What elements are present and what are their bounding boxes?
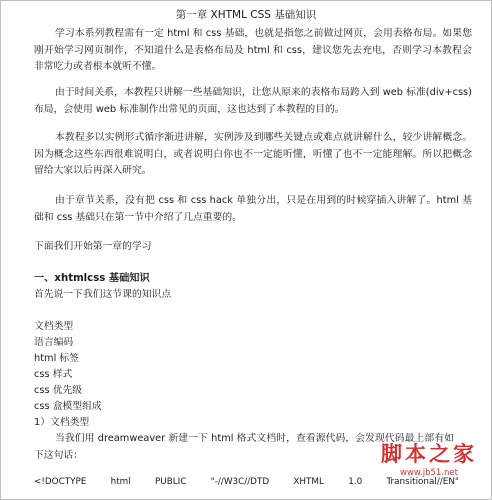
topic-item: 语言编码 [34,337,74,348]
topic-item: css 优先级 [34,385,83,396]
code-token: "-//W3C//DTD [210,477,270,487]
paragraph-1: 学习本系列教程需有一定 html 和 css 基础，也就是指您之前做过网页，会用表格布局。如果您刚开始学习网页制作，不知道什么是表格布局及 html 和 css，建议您先去充电，否则学习本教程会非常吃力或者根本就听不懂。 [34,28,472,73]
intro-line: 下面我们开始第一章的学习 [34,241,152,252]
code-token: XHTML [293,477,324,487]
watermark-url: www.jb51.net [399,468,458,478]
paragraph-4: 由于章节关系，没有把 css 和 css hack 单独分出，只是在用到的时候穿插入讲解了。html 基础和 css 基础只在第一节中介绍了几点重要的。 [34,195,472,223]
subsection-paragraph: 当我们用 dreamweaver 新建一下 html 格式文档时，查看源代码，会发现代码最上部有如下这句话： [34,433,454,461]
subsection-heading: 1）文档类型 [34,417,90,428]
watermark-text: 脚本之家 [381,441,477,466]
site-watermark [379,442,479,479]
code-token: 1.0 [348,477,363,487]
topic-item: html 标签 [34,353,80,364]
section-heading: 一、xhtmlcss 基础知识 [34,273,150,284]
code-token: <!DOCTYPE [34,477,87,487]
topic-item: css 样式 [34,369,73,380]
topic-item: 文档类型 [34,321,74,332]
paragraph-3: 本教程多以实例形式循序渐进讲解，实例涉及到哪些关键点或难点就讲解什么，较少讲解概念。因为概念这些东西很难说明白，或者说明白你也不一定能听懂，听懂了也不一定能理解。所以把概念留给大家以后再深入研究。 [34,132,472,177]
code-token: Transitional//EN" [386,477,459,487]
paragraph-2: 由于时间关系，本教程只讲解一些基础知识，让您从原来的表格布局跨入到 web 标准(div+css)布局，会使用 web 标准制作出常见的页面，这也达到了本教程的目的。 [34,87,472,115]
code-token: PUBLIC [154,477,187,487]
code-token: html [110,477,131,487]
chapter-title: 第一章 XHTML CSS 基础知识 [175,9,317,21]
section-intro: 首先说一下我们这节课的知识点 [34,289,172,300]
topic-item: css 盒模型组成 [34,401,102,412]
